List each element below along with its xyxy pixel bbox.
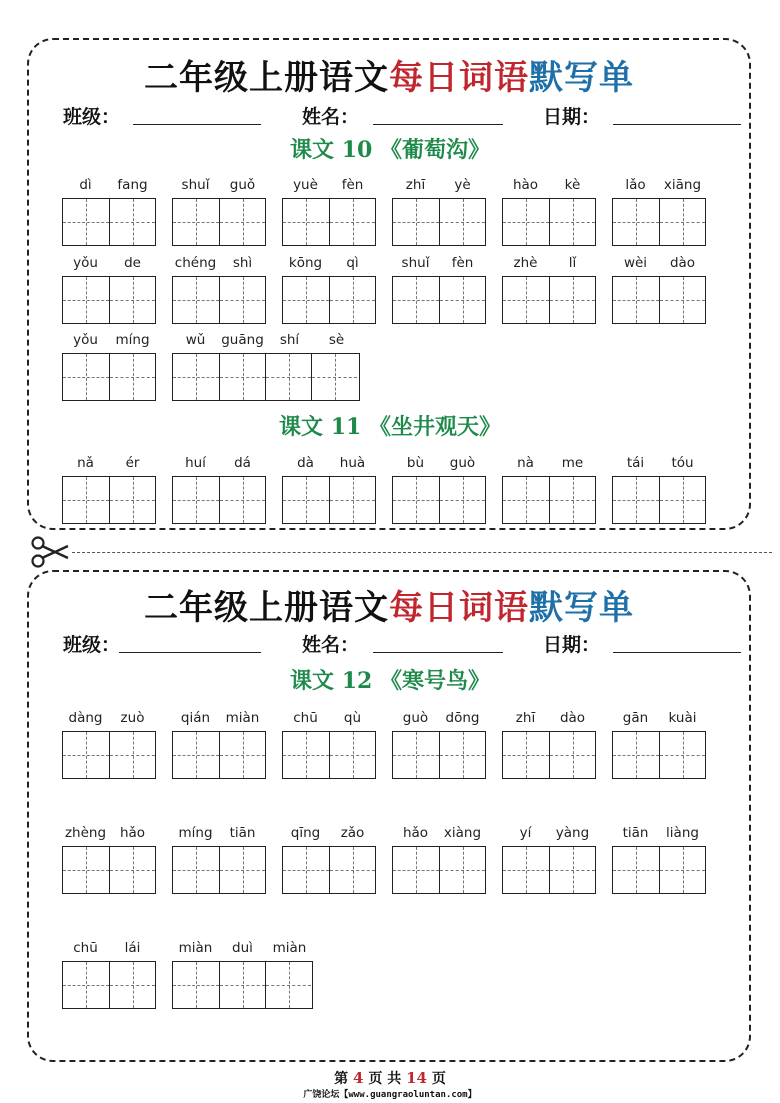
pinyin-syllable: dào (559, 710, 586, 726)
tianzige-cell[interactable] (109, 732, 155, 778)
tianzige-cell[interactable] (503, 277, 549, 323)
pinyin-syllable: chéng (174, 255, 217, 271)
pinyin-syllable: huà (339, 455, 366, 471)
pinyin-syllable: guò (402, 710, 429, 726)
writing-boxes (612, 198, 706, 246)
pinyin-row (502, 823, 596, 843)
pinyin-row (172, 823, 266, 843)
writing-boxes (282, 198, 376, 246)
pinyin-row (172, 708, 266, 728)
tianzige-cell[interactable] (173, 199, 219, 245)
word-item (502, 175, 596, 246)
tianzige-cell[interactable] (283, 277, 329, 323)
pinyin-syllable: zhèng (64, 825, 107, 841)
word-item (172, 253, 266, 324)
tianzige-cell[interactable] (311, 354, 357, 400)
word-item (392, 175, 486, 246)
word-item (612, 175, 706, 246)
tianzige-cell[interactable] (329, 477, 375, 523)
tianzige-cell[interactable] (439, 732, 485, 778)
pinyin-row (502, 453, 596, 473)
tianzige-cell[interactable] (439, 847, 485, 893)
pinyin-syllable: xiàng (443, 825, 482, 841)
pinyin-syllable: kè (564, 177, 581, 193)
tianzige-cell[interactable] (63, 199, 109, 245)
tianzige-cell[interactable] (219, 962, 265, 1008)
word-item (502, 253, 596, 324)
forum-credit: 广饶论坛【www.guangraoluntan.com】 (303, 1090, 477, 1100)
name-field[interactable] (373, 652, 503, 653)
pinyin-syllable: tái (626, 455, 645, 471)
tianzige-cell[interactable] (329, 199, 375, 245)
tianzige-cell[interactable] (659, 732, 705, 778)
pinyin-syllable: shí (279, 332, 300, 348)
pinyin-syllable: zhè (513, 255, 538, 271)
tianzige-cell[interactable] (393, 477, 439, 523)
word-item (502, 708, 596, 779)
writing-boxes (612, 731, 706, 779)
writing-boxes (172, 353, 360, 401)
word-item (392, 708, 486, 779)
writing-boxes (62, 276, 156, 324)
word-item (282, 708, 376, 779)
pinyin-syllable: bù (406, 455, 425, 471)
sheet-title (29, 580, 749, 629)
tianzige-cell[interactable] (265, 354, 311, 400)
word-item (392, 823, 486, 894)
pinyin-syllable: lǐ (568, 255, 577, 271)
writing-boxes (62, 731, 156, 779)
pinyin-row (172, 175, 266, 195)
pinyin-row (62, 175, 156, 195)
pinyin-syllable: hào (512, 177, 539, 193)
tianzige-cell[interactable] (265, 962, 311, 1008)
tianzige-cell[interactable] (439, 199, 485, 245)
info-row (29, 102, 749, 132)
pinyin-syllable: huí (185, 455, 206, 471)
tianzige-cell[interactable] (549, 277, 595, 323)
pinyin-syllable: xiāng (663, 177, 702, 193)
word-item (62, 253, 156, 324)
pinyin-row (282, 823, 376, 843)
pinyin-syllable: ér (125, 455, 140, 471)
pinyin-row (172, 453, 266, 473)
pinyin-syllable: yǒu (73, 332, 98, 348)
pinyin-row (392, 253, 486, 273)
sheet-title (29, 50, 749, 99)
pinyin-row (502, 175, 596, 195)
pinyin-syllable: fèn (451, 255, 474, 271)
word-item (172, 708, 266, 779)
tianzige-cell[interactable] (393, 732, 439, 778)
pinyin-row (282, 175, 376, 195)
tianzige-cell[interactable] (329, 732, 375, 778)
tianzige-cell[interactable] (549, 477, 595, 523)
footer-middle: 页 共 (368, 1071, 402, 1087)
writing-boxes (282, 846, 376, 894)
tianzige-cell[interactable] (613, 477, 659, 523)
pinyin-syllable: kōng (288, 255, 323, 271)
pinyin-syllable: guò (449, 455, 476, 471)
pinyin-syllable: yè (454, 177, 471, 193)
class-label: 班级： (63, 634, 121, 656)
pinyin-syllable: guǒ (229, 177, 256, 193)
pinyin-syllable: fèn (341, 177, 364, 193)
tianzige-cell[interactable] (659, 199, 705, 245)
writing-boxes (62, 961, 156, 1009)
info-row (29, 630, 749, 660)
writing-boxes (172, 476, 266, 524)
pinyin-syllable: sè (328, 332, 345, 348)
writing-boxes (172, 276, 266, 324)
word-item (172, 823, 266, 894)
tianzige-cell[interactable] (173, 354, 219, 400)
word-item (172, 453, 266, 524)
word-item (282, 823, 376, 894)
pinyin-syllable: qì (346, 255, 359, 271)
date-field[interactable] (613, 124, 741, 125)
pinyin-syllable: zuò (120, 710, 145, 726)
lesson-title: 课文 11 《坐井观天》 (279, 414, 501, 440)
page-footer (0, 1068, 780, 1088)
pinyin-row (62, 708, 156, 728)
writing-boxes (612, 276, 706, 324)
pinyin-syllable: dá (234, 455, 251, 471)
pinyin-syllable: lǎo (625, 177, 646, 193)
pinyin-syllable: shì (232, 255, 253, 271)
word-item (612, 823, 706, 894)
pinyin-syllable: hǎo (402, 825, 429, 841)
writing-boxes (392, 731, 486, 779)
pinyin-row (62, 938, 156, 958)
page-number: 4 (353, 1069, 364, 1087)
tianzige-cell[interactable] (329, 277, 375, 323)
name-label: 姓名： (302, 106, 360, 128)
writing-boxes (62, 353, 156, 401)
date-label: 日期： (543, 634, 601, 656)
pinyin-syllable: shuǐ (401, 255, 430, 271)
page-total: 14 (406, 1069, 427, 1087)
pinyin-row (502, 253, 596, 273)
pinyin-syllable: dì (79, 177, 92, 193)
pinyin-syllable: chū (73, 940, 98, 956)
pinyin-syllable: nǎ (77, 455, 94, 471)
writing-boxes (612, 846, 706, 894)
word-item (62, 175, 156, 246)
word-item (392, 453, 486, 524)
pinyin-syllable: zhī (405, 177, 426, 193)
pinyin-syllable: guāng (221, 332, 264, 348)
pinyin-syllable: miàn (225, 710, 260, 726)
writing-boxes (502, 731, 596, 779)
tianzige-cell[interactable] (613, 847, 659, 893)
word-item (62, 708, 156, 779)
writing-boxes (172, 846, 266, 894)
writing-boxes (172, 731, 266, 779)
pinyin-syllable: hǎo (119, 825, 146, 841)
tianzige-cell[interactable] (549, 732, 595, 778)
date-label: 日期： (543, 106, 601, 128)
title-red: 每日词语 (389, 58, 529, 98)
tianzige-cell[interactable] (503, 199, 549, 245)
pinyin-row (62, 253, 156, 273)
tianzige-cell[interactable] (283, 732, 329, 778)
tianzige-cell[interactable] (63, 732, 109, 778)
pinyin-row (502, 708, 596, 728)
word-item (502, 453, 596, 524)
tianzige-cell[interactable] (109, 354, 155, 400)
writing-boxes (502, 476, 596, 524)
pinyin-syllable: qián (180, 710, 211, 726)
tianzige-cell[interactable] (219, 477, 265, 523)
writing-boxes (392, 276, 486, 324)
pinyin-syllable: fang (117, 177, 148, 193)
name-field[interactable] (373, 124, 503, 125)
pinyin-row (612, 453, 706, 473)
tianzige-cell[interactable] (219, 847, 265, 893)
word-item (62, 453, 156, 524)
tianzige-cell[interactable] (63, 847, 109, 893)
tianzige-cell[interactable] (63, 277, 109, 323)
pinyin-syllable: yí (519, 825, 532, 841)
writing-boxes (282, 731, 376, 779)
tianzige-cell[interactable] (393, 277, 439, 323)
pinyin-syllable: tóu (671, 455, 694, 471)
pinyin-syllable: dàng (68, 710, 103, 726)
tianzige-cell[interactable] (659, 477, 705, 523)
pinyin-syllable: dà (297, 455, 314, 471)
scissors-icon (30, 536, 70, 568)
tianzige-cell[interactable] (219, 732, 265, 778)
writing-boxes (392, 846, 486, 894)
writing-boxes (502, 198, 596, 246)
tianzige-cell[interactable] (393, 847, 439, 893)
tianzige-cell[interactable] (219, 199, 265, 245)
class-field[interactable] (119, 652, 261, 653)
tianzige-cell[interactable] (659, 277, 705, 323)
writing-boxes (62, 198, 156, 246)
name-label: 姓名： (302, 634, 360, 656)
pinyin-syllable: zǎo (340, 825, 365, 841)
pinyin-row (62, 453, 156, 473)
word-item (612, 708, 706, 779)
tianzige-cell[interactable] (439, 277, 485, 323)
date-field[interactable] (613, 652, 741, 653)
pinyin-row (612, 708, 706, 728)
pinyin-syllable: me (561, 455, 584, 471)
title-black: 二年级上册语文 (144, 588, 389, 628)
tianzige-cell[interactable] (503, 847, 549, 893)
pinyin-syllable: nà (517, 455, 534, 471)
title-blue: 默写单 (529, 58, 634, 98)
tianzige-cell[interactable] (393, 199, 439, 245)
tianzige-cell[interactable] (63, 354, 109, 400)
writing-boxes (502, 846, 596, 894)
tianzige-cell[interactable] (173, 732, 219, 778)
tianzige-cell[interactable] (659, 847, 705, 893)
pinyin-row (392, 453, 486, 473)
tianzige-cell[interactable] (283, 847, 329, 893)
footer-prefix: 第 (334, 1071, 349, 1087)
pinyin-row (612, 823, 706, 843)
tianzige-cell[interactable] (63, 962, 109, 1008)
writing-boxes (392, 198, 486, 246)
word-item (392, 253, 486, 324)
tianzige-cell[interactable] (439, 477, 485, 523)
pinyin-row (282, 453, 376, 473)
pinyin-syllable: chū (293, 710, 318, 726)
word-item (172, 330, 360, 401)
writing-boxes (612, 476, 706, 524)
pinyin-syllable: qù (343, 710, 362, 726)
tianzige-cell[interactable] (173, 277, 219, 323)
pinyin-syllable: miàn (272, 940, 307, 956)
pinyin-syllable: dōng (445, 710, 480, 726)
tianzige-cell[interactable] (613, 199, 659, 245)
tianzige-cell[interactable] (549, 199, 595, 245)
class-field[interactable] (133, 124, 261, 125)
tianzige-cell[interactable] (109, 847, 155, 893)
pinyin-row (172, 253, 266, 273)
title-black: 二年级上册语文 (144, 58, 389, 98)
writing-boxes (282, 276, 376, 324)
pinyin-syllable: tiān (229, 825, 256, 841)
title-red: 每日词语 (389, 588, 529, 628)
word-item (612, 253, 706, 324)
pinyin-syllable: de (124, 255, 141, 271)
tianzige-cell[interactable] (63, 477, 109, 523)
writing-boxes (62, 476, 156, 524)
tianzige-cell[interactable] (549, 847, 595, 893)
writing-boxes (282, 476, 376, 524)
class-label: 班级： (63, 106, 121, 128)
pinyin-syllable: míng (178, 825, 213, 841)
pinyin-row (282, 708, 376, 728)
pinyin-syllable: gān (622, 710, 649, 726)
pinyin-syllable: yuè (293, 177, 318, 193)
tianzige-cell[interactable] (503, 732, 549, 778)
pinyin-syllable: lái (124, 940, 141, 956)
pinyin-syllable: qīng (290, 825, 321, 841)
tianzige-cell[interactable] (503, 477, 549, 523)
word-item (172, 175, 266, 246)
cut-line (72, 552, 772, 553)
lesson-title: 课文 10 《葡萄沟》 (290, 137, 490, 163)
pinyin-row (282, 253, 376, 273)
tianzige-cell[interactable] (219, 277, 265, 323)
tianzige-cell[interactable] (283, 199, 329, 245)
pinyin-syllable: zhī (515, 710, 536, 726)
tianzige-cell[interactable] (173, 847, 219, 893)
pinyin-row (62, 823, 156, 843)
tianzige-cell[interactable] (219, 354, 265, 400)
pinyin-row (392, 708, 486, 728)
footer-suffix: 页 (431, 1071, 446, 1087)
pinyin-syllable: wèi (623, 255, 648, 271)
pinyin-syllable: wǔ (185, 332, 206, 348)
word-item (282, 253, 376, 324)
tianzige-cell[interactable] (109, 962, 155, 1008)
pinyin-syllable: yàng (555, 825, 590, 841)
writing-boxes (172, 961, 313, 1009)
writing-boxes (392, 476, 486, 524)
word-item (282, 175, 376, 246)
word-item (172, 938, 313, 1009)
tianzige-cell[interactable] (173, 962, 219, 1008)
tianzige-cell[interactable] (109, 277, 155, 323)
pinyin-row (392, 175, 486, 195)
tianzige-cell[interactable] (173, 477, 219, 523)
pinyin-row (612, 253, 706, 273)
tianzige-cell[interactable] (613, 277, 659, 323)
writing-boxes (502, 276, 596, 324)
pinyin-row (172, 938, 313, 958)
tianzige-cell[interactable] (109, 477, 155, 523)
tianzige-cell[interactable] (329, 847, 375, 893)
pinyin-syllable: duì (232, 940, 253, 956)
pinyin-syllable: tiān (622, 825, 649, 841)
pinyin-syllable: yǒu (73, 255, 98, 271)
tianzige-cell[interactable] (283, 477, 329, 523)
title-blue: 默写单 (529, 588, 634, 628)
word-item (282, 453, 376, 524)
tianzige-cell[interactable] (613, 732, 659, 778)
word-item (62, 823, 156, 894)
tianzige-cell[interactable] (109, 199, 155, 245)
pinyin-syllable: kuài (668, 710, 697, 726)
writing-boxes (62, 846, 156, 894)
word-item (62, 938, 156, 1009)
word-item (502, 823, 596, 894)
word-item (62, 330, 156, 401)
writing-boxes (172, 198, 266, 246)
pinyin-syllable: miàn (178, 940, 213, 956)
pinyin-syllable: míng (115, 332, 150, 348)
pinyin-syllable: shuǐ (181, 177, 210, 193)
pinyin-row (612, 175, 706, 195)
word-item (612, 453, 706, 524)
pinyin-syllable: dào (669, 255, 696, 271)
pinyin-row (392, 823, 486, 843)
pinyin-row (62, 330, 156, 350)
pinyin-row (172, 330, 360, 350)
pinyin-syllable: liàng (666, 825, 699, 841)
lesson-title: 课文 12 《寒号鸟》 (290, 668, 490, 694)
